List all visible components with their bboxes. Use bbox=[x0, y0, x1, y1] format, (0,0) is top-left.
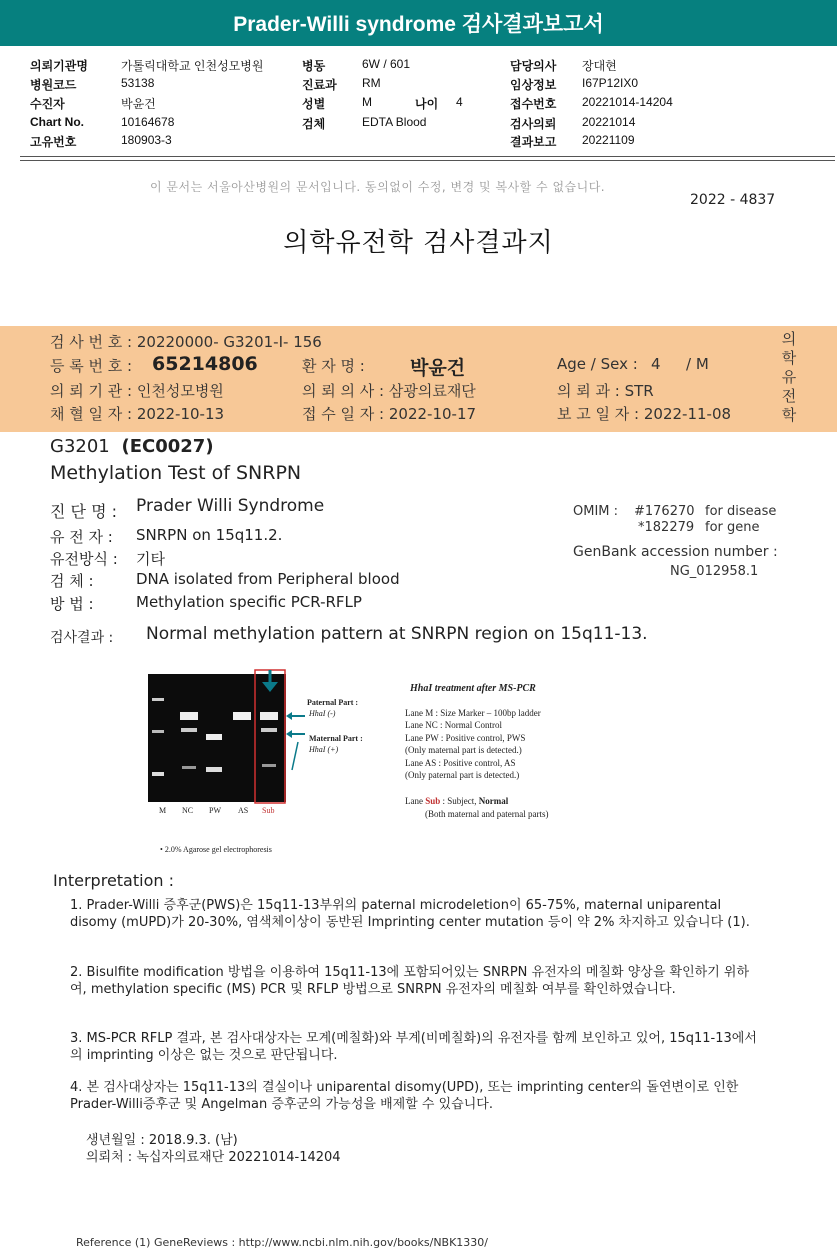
lane-label-m: M bbox=[159, 806, 167, 815]
band-pw-low bbox=[206, 767, 222, 772]
reg-label: 등 록 번 호 : bbox=[50, 357, 133, 375]
hospital-code-value: 53138 bbox=[121, 76, 155, 90]
interpretation-p2: 2. Bisulfite modification 방법을 이용하여 15q11-13에 포함되어있는 SNRPN 유전자의 메칠화 양상을 확인하기 위하여, methylation specific (MS) PCR 및 RFLP 방법으로 SNRPN 유전자의 메칠화 여부를 확인하였습니다. bbox=[70, 965, 749, 997]
result-value: Normal methylation pattern at SNRPN region on 15q11-13. bbox=[146, 624, 648, 644]
confidential-notice: 이 문서는 서울아산병원의 문서입니다. 동의없이 수정, 변경 및 복사할 수 없습니다. bbox=[150, 180, 606, 194]
gel-note-text: 2.0% Agarose gel electrophoresis bbox=[164, 845, 272, 854]
request-dept: 의 뢰 과 : STR bbox=[557, 382, 654, 400]
reference: Reference (1) GeneReviews : http://www.ncbi.nlm.nih.gov/books/NBK1330/ bbox=[76, 1236, 489, 1249]
patient-value: 박윤건 bbox=[121, 97, 156, 111]
clinical-label: 임상정보 bbox=[510, 78, 557, 92]
omim-label: OMIM : bbox=[573, 504, 619, 519]
ward-value: 6W / 601 bbox=[362, 57, 411, 71]
report-date: 보 고 일 자 : 2022-11-08 bbox=[557, 405, 732, 423]
legend-sub-bold: Normal bbox=[478, 796, 509, 806]
legend-sub-tag: Sub bbox=[425, 796, 441, 806]
paternal-arrow-icon bbox=[286, 712, 292, 720]
legend-sub-line bbox=[405, 795, 508, 808]
ward-label: 병동 bbox=[302, 59, 326, 73]
agesex-label: Age / Sex : bbox=[557, 355, 638, 373]
inheritance-value: 기타 bbox=[136, 550, 165, 568]
reported-label: 결과보고 bbox=[510, 135, 557, 149]
legend-line-2: Lane NC : Normal Control bbox=[405, 720, 502, 730]
lane-label-as: AS bbox=[238, 806, 249, 815]
test-number: 검 사 번 호 : 20220000- G3201-I- 156 bbox=[50, 333, 322, 351]
hospital-code-label: 병원코드 bbox=[30, 78, 77, 92]
lane-label-sub: Sub bbox=[262, 806, 275, 815]
legend-title: HhaI treatment after MS-PCR bbox=[410, 683, 536, 694]
band-nc-mid bbox=[181, 728, 197, 732]
chart-value: 10164678 bbox=[121, 115, 175, 129]
dept-value: RM bbox=[362, 76, 381, 90]
specimen-detail-value: DNA isolated from Peripheral blood bbox=[136, 570, 400, 588]
patient-name: 박윤건 bbox=[410, 357, 466, 379]
legend-sub-prefix: Lane bbox=[405, 796, 426, 806]
legend-sub-text: : Subject, bbox=[440, 796, 479, 806]
legend-line-4: (Only maternal part is detected.) bbox=[405, 745, 522, 755]
chart-label: Chart No. bbox=[30, 115, 84, 129]
genbank-value: NG_012958.1 bbox=[670, 564, 759, 579]
interpretation-title: Interpretation : bbox=[53, 871, 174, 890]
birth-date: 생년월일 : 2018.9.3. (남) bbox=[86, 1133, 238, 1148]
specimen-value: EDTA Blood bbox=[362, 115, 427, 129]
band-as-paternal bbox=[233, 712, 251, 720]
gel-note: • 2.0% Agarose gel electrophoresis bbox=[160, 845, 272, 854]
age-value: 4 bbox=[456, 95, 463, 109]
legend-line-1: Lane M : Size Marker – 100bp ladder bbox=[405, 708, 541, 718]
collect-date: 채 혈 일 자 : 2022-10-13 bbox=[50, 405, 225, 423]
band-marker-1 bbox=[152, 698, 164, 701]
reg-number: 65214806 bbox=[152, 353, 258, 375]
band-marker-2 bbox=[152, 730, 164, 733]
interpretation-p1: 1. Prader-Willi 증후군(PWS)은 15q11-13부위의 paternal microdeletion이 65-75%, maternal uniparental disomy (mUPD)가 20-30%, 염색체이상이 동반된 Imprinting center mutation 등이 약 2% 차지하고 있습니다 (1). bbox=[70, 898, 750, 930]
header-divider-bottom bbox=[20, 160, 835, 161]
requester: 의뢰처 : 녹십자의료재단 20221014-14204 bbox=[86, 1150, 341, 1165]
side-label: 의학유전학 bbox=[781, 330, 797, 424]
receipt-label: 접수번호 bbox=[510, 97, 557, 111]
legend-line-5: Lane AS : Positive control, AS bbox=[405, 758, 516, 768]
legend-line-3: Lane PW : Positive control, PWS bbox=[405, 733, 526, 743]
interpretation-p4: 4. 본 검사대상자는 15q11-13의 결실이나 uniparental disomy(UPD), 또는 imprinting center의 돌연변이로 인한 Prader-Willi증후군 및 Angelman 증후군의 가능성을 배제할 수 있습니다. bbox=[70, 1080, 739, 1112]
omim-disease: #176270 bbox=[634, 504, 695, 519]
legend-sub-note: (Both maternal and paternal parts) bbox=[425, 809, 549, 819]
requested-label: 검사의뢰 bbox=[510, 117, 557, 131]
age-label: 나이 bbox=[415, 97, 439, 111]
institution-value: 가톨릭대학교 인천성모병원 bbox=[121, 59, 264, 73]
band-sub-paternal bbox=[260, 712, 278, 720]
report-banner: Prader-Willi syndrome 검사결과보고서 bbox=[0, 0, 837, 46]
diagnosis-value: Prader Willi Syndrome bbox=[136, 496, 325, 516]
header-institution bbox=[30, 57, 88, 74]
receive-date: 접 수 일 자 : 2022-10-17 bbox=[302, 405, 477, 423]
sex-label: 성별 bbox=[302, 97, 326, 111]
gene-label: 유 전 자 : bbox=[50, 528, 113, 546]
test-code-b: (EC0027) bbox=[121, 436, 214, 457]
legend-line-6: (Only paternal part is detected.) bbox=[405, 770, 520, 780]
specimen-label: 검체 bbox=[302, 117, 326, 131]
unique-label: 고유번호 bbox=[30, 135, 77, 149]
lane-label-nc: NC bbox=[182, 806, 194, 815]
method-label: 방 법 : bbox=[50, 595, 94, 613]
dept-label: 진료과 bbox=[302, 78, 337, 92]
genbank-label: GenBank accession number : bbox=[573, 544, 778, 560]
band-pw-maternal bbox=[206, 734, 222, 740]
reported-value: 20221109 bbox=[582, 133, 635, 147]
test-code-a: G3201 bbox=[50, 436, 110, 457]
omim-gene: *182279 bbox=[638, 520, 695, 535]
omim-gene-note: for gene bbox=[705, 520, 760, 535]
band-sub-mid bbox=[261, 728, 277, 732]
institution-label: 의뢰기관명 bbox=[30, 59, 88, 73]
maternal-label: Maternal Part : bbox=[309, 734, 363, 743]
paternal-enzyme: HhaI (-) bbox=[309, 709, 336, 718]
doctor-value: 장대현 bbox=[582, 59, 617, 73]
sex-value: M bbox=[362, 95, 372, 109]
omim-disease-note: for disease bbox=[705, 504, 777, 519]
inheritance-label: 유전방식 : bbox=[50, 550, 118, 568]
clinical-value: I67P12IX0 bbox=[582, 76, 639, 90]
test-code bbox=[50, 436, 214, 457]
doctor-label: 담당의사 bbox=[510, 59, 557, 73]
maternal-enzyme: HhaI (+) bbox=[309, 745, 339, 754]
interpretation-p3: 3. MS-PCR RFLP 결과, 본 검사대상자는 모계(메칠화)와 부계(비메칠화)의 유전자를 함께 보인하고 있어, 15q11-13에서의 imprinting 이상은 없는 것으로 판단됩니다. bbox=[70, 1031, 757, 1063]
patient-label: 수진자 bbox=[30, 97, 65, 111]
document-number: 2022 - 4837 bbox=[690, 192, 776, 208]
diagnosis-label: 진 단 명 : bbox=[50, 502, 118, 521]
result-label: 검사결과 : bbox=[50, 630, 114, 646]
maternal-arrow-low bbox=[292, 742, 298, 770]
gene-value: SNRPN on 15q11.2. bbox=[136, 526, 283, 544]
agesex-age: 4 bbox=[651, 355, 661, 373]
lane-label-pw: PW bbox=[209, 806, 221, 815]
paternal-label: Paternal Part : bbox=[307, 698, 359, 707]
request-doctor: 의 뢰 의 사 : 삼광의료재단 bbox=[302, 382, 476, 400]
receipt-value: 20221014-14204 bbox=[582, 95, 673, 109]
test-name: Methylation Test of SNRPN bbox=[50, 462, 302, 484]
specimen-detail-label: 검 체 : bbox=[50, 572, 94, 590]
name-label: 환 자 명 : bbox=[302, 357, 365, 375]
requested-value: 20221014 bbox=[582, 115, 636, 129]
band-nc-low bbox=[182, 766, 196, 769]
document-title: 의학유전학 검사결과지 bbox=[283, 228, 554, 258]
header-divider-top bbox=[20, 156, 835, 157]
band-marker-3 bbox=[152, 772, 164, 776]
band-nc-paternal bbox=[180, 712, 198, 720]
request-institution: 의 뢰 기 관 : 인천성모병원 bbox=[50, 382, 224, 400]
method-value: Methylation specific PCR-RFLP bbox=[136, 593, 362, 611]
maternal-arrow-icon bbox=[286, 730, 292, 738]
unique-value: 180903-3 bbox=[121, 133, 172, 147]
agesex-sex: / M bbox=[686, 355, 709, 373]
band-sub-low bbox=[262, 764, 276, 767]
